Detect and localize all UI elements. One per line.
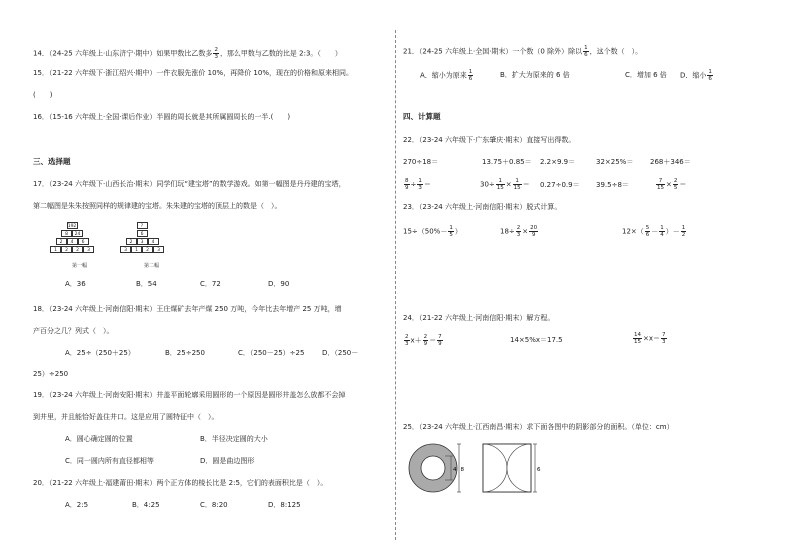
pyramid-cell: 3 [137,238,148,245]
q21-option-a[interactable]: A．缩小为原来 $\frac{1}{6}$ [420,69,473,82]
q19-option-b[interactable]: B．半径决定圆的大小 [200,435,268,443]
q18-option-a[interactable]: A．25÷（250＋25） [65,349,135,357]
question-23: 23．（23-24 六年级上·河南信阳·期末）脱式计算。 [403,203,562,211]
pyramid-cell: 24 [72,230,83,237]
q19-option-a[interactable]: A．圆心确定圆的位置 [65,435,133,443]
q20-option-d[interactable]: D．8:125 [268,501,301,509]
pyramid-cell: 2 [126,238,137,245]
pyramid-cell: 2 [61,246,72,253]
question-15: 15．（21-22 六年级下·浙江绍兴·期中）一件衣服先涨价 10%，再降价 10%，现在的价格和原来相同。 [33,69,353,77]
fraction: $\frac{2}{3}$ [214,47,218,60]
q18-option-d[interactable]: D．（250－ [322,349,359,357]
question-18-line2: 产百分之几？列式（ ）。 [33,327,114,335]
pyramid-cell: 3 [83,246,94,253]
pyramid-cell: 8 [61,230,72,237]
question-18-line1: 18．（23-24 六年级上·河南信阳·期末）王庄煤矿去年产煤 250 万吨，今年比去年增产 25 万吨，增 [33,305,342,313]
q22-item-9: 39.5÷8＝ [596,181,629,189]
q22-item-10: $\frac{7}{15}$ × $\frac{2}{5}$ ＝ [657,178,687,191]
pyramid-cell: 192 [67,224,77,229]
pyramid-cell: 2 [72,246,83,253]
q24-equation-2: 14×5%x＝17.5 [510,336,563,344]
pyramid-caption-2: 第二幅 [144,263,160,269]
q23-expr-3: 12×（ $\frac{5}{6}$ － $\frac{1}{4}$ ）－ $\frac{1}{2}$ [622,225,686,238]
q22-item-5: 268＋346＝ [650,158,691,166]
square-star-figure [483,444,541,492]
question-15-paren: ( ) [33,91,53,99]
q22-item-2: 13.75＋0.85＝ [482,158,532,166]
pyramid-figure-2 [120,222,176,262]
q19-option-d[interactable]: D．圆是曲边图形 [200,457,255,465]
q17-option-c[interactable]: C．72 [200,280,221,288]
question-24: 24．（21-22 六年级上·河南信阳·期末）解方程。 [403,314,555,322]
pyramid-cell: 2 [56,238,67,245]
question-17-line1: 17．（23-24 六年级下·山西长治·期末）同学们玩“建宝塔”的数学游戏。如第一幅图是丹丹建的宝塔， [33,180,346,188]
pyramid-caption-1: 第一幅 [72,263,88,269]
question-25: 25．（23-24 六年级上·江西南昌·期末）求下面各图中的阴影部分的面积。（单位：cm） [403,423,674,431]
pyramid-cell: 4 [148,238,159,245]
q17-option-d[interactable]: D．90 [268,280,290,288]
q23-expr-2: 18÷ $\frac{2}{3}$ × $\frac{20}{9}$ [500,225,538,238]
pyramid-cell: 3 [153,246,164,253]
q22-item-6: $\frac{8}{9}$ ÷ $\frac{1}{3}$ ＝ [405,178,431,191]
pyramid-cell: ? [137,222,148,229]
q18-option-c[interactable]: C．（250－25）÷25 [238,349,305,357]
q19-option-c[interactable]: C．同一圆内所有直径都相等 [65,457,154,465]
q17-option-b[interactable]: B．54 [136,280,157,288]
q20-option-c[interactable]: C．8:20 [200,501,228,509]
question-16: 16．（15-16 六年级上·全国·课后作业）半圆的周长就是其所属圆周长的一半.( ) [33,113,291,121]
q18-option-b[interactable]: B．25÷250 [165,349,205,357]
pyramid-cell: 1 [131,246,142,253]
question-19-line1: 19．（23-24 六年级上·河南安阳·期末）井盖平面轮廓采用圆形的一个原因是圆形井盖怎么放都不会掉 [33,391,346,399]
q21-option-c[interactable]: C．增加 6 倍 [625,71,667,79]
q21-option-d[interactable]: D．缩小 $\frac{1}{6}$ [680,69,712,82]
q24-equation-3: $\frac{14}{15}$ ×x＝ $\frac{7}{3}$ [634,332,666,345]
question-20: 20．（21-22 六年级上·福建莆田·期末）两个正方体的棱长比是 2:5，它们的表面积比是（ ）。 [33,479,328,487]
pyramid-cell: 3 [120,246,131,253]
pyramid-cell: 6 [78,238,89,245]
pyramid-cell: 2 [142,246,153,253]
pyramid-figure-1 [50,222,106,262]
pyramid-cell: 1 [50,246,61,253]
q24-equation-1: $\frac{2}{3}$ x＋ $\frac{2}{9}$ ＝ $\frac{7}{9}$ [405,334,442,347]
ring-inner-label: 4 [453,467,457,473]
question-22: 22．（23-24 六年级下·广东肇庆·期末）直接写出得数。 [403,136,576,144]
q18-option-d-cont: 25）÷250 [33,370,69,378]
section-choice-title: 三、选择题 [33,157,71,166]
question-14: 14．（24-25 六年级上·山东济宁·期中）如果甲数比乙数多 $\frac{2}{3}$ ，那么甲数与乙数的比是 2:3。（ ） [33,47,342,60]
question-19-line2: 到井里，并且能恰好盖住井口。这是应用了圆特征中（ ）。 [33,413,219,421]
q22-item-8: 0.27÷0.9＝ [540,181,580,189]
column-divider [395,30,396,540]
q23-expr-1: 15÷（50%－ $\frac{1}{5}$ ） [403,225,462,238]
q22-item-3: 2.2×9.9＝ [540,158,576,166]
shaded-area-figures [403,440,563,496]
question-21: 21．（24-25 六年级上·全国·期末）一个数（0 除外）除以 $\frac{1}{6}$ ，这个数（ ）。 [403,45,643,58]
q20-option-b[interactable]: B．4:25 [132,501,160,509]
section-calc-title: 四、计算题 [403,112,441,121]
q17-option-a[interactable]: A．36 [65,280,86,288]
ring-outer-label: 8 [460,467,464,473]
q21-option-b[interactable]: B．扩大为原来的 6 倍 [500,71,570,79]
square-side-label: 6 [537,467,541,473]
q22-item-7: 30÷ $\frac{1}{15}$ × $\frac{1}{15}$ ＝ [480,178,530,191]
q22-item-1: 270÷18＝ [403,158,439,166]
pyramid-cell: 6 [137,230,148,237]
q20-option-a[interactable]: A．2:5 [65,501,89,509]
question-17-line2: 第二幅图是朱朱按照同样的规律建的宝塔。朱朱建的宝塔的顶层上的数是（ ）。 [33,202,282,210]
pyramid-cell: 4 [67,238,78,245]
q22-item-4: 32×25%＝ [596,158,634,166]
ring-figure [409,444,465,492]
